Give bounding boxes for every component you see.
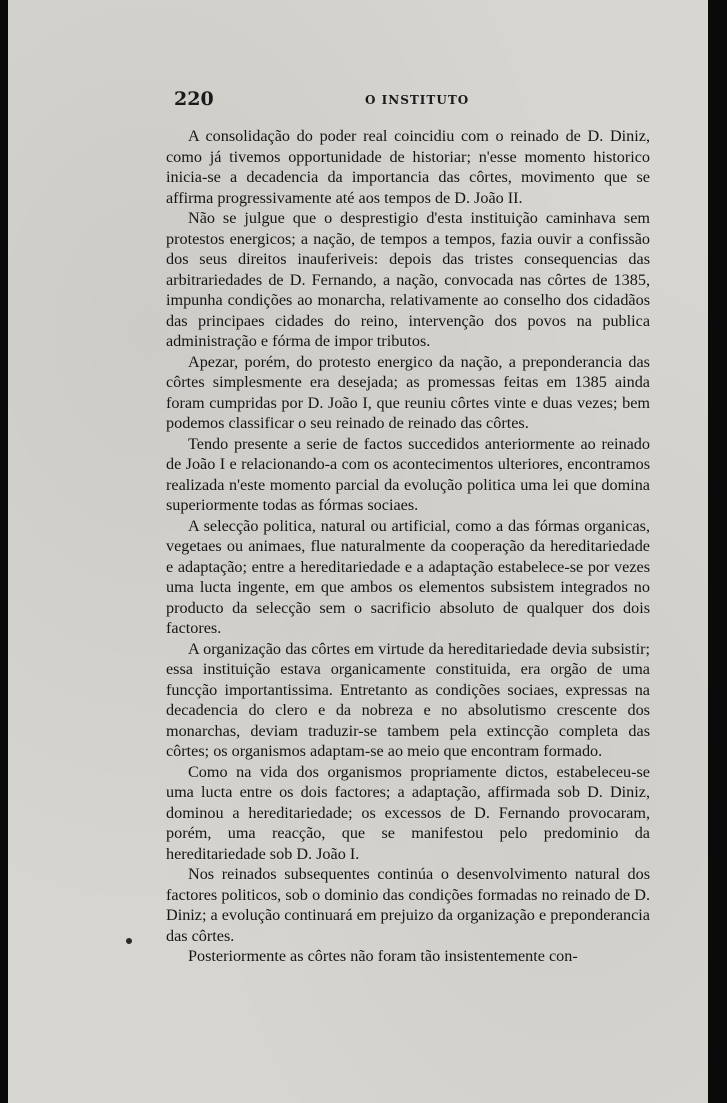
paragraph: Nos reinados subsequentes continúa o desenvolvimento natural dos factores politicos, sob o dominio das condições formadas no reinado de D. Diniz; a evolução continuará em prejuizo da organização e preponderancia das côrtes. — [166, 865, 650, 945]
paragraph: Apezar, porém, do protesto energico da nação, a preponderancia das côrtes simplesmente era desejada; as promessas feitas em 1385 ainda foram cumpridas por D. João I, que reuniu côrtes vinte e duas vezes; bem podemos classificar o seu reinado de reinado das côrtes. — [166, 352, 650, 432]
running-title: O INSTITUTO — [365, 93, 470, 107]
scan-border — [708, 0, 727, 1103]
paragraph: Não se julgue que o desprestigio d'esta instituição caminhava sem protestos energicos; a nação, de tempos a tempos, fazia ouvir a confissão dos seus direitos inauferiveis: depois das tristes consequencias das arbitrariedades de D. Fernando, a nação, convocada nas côrtes de 1385, impunha condições ao monarcha, relativamente ao conselho dos cidadãos das principaes cidades do reino, intervenção dos povos na publica administração e fórma de impor tributos. — [166, 209, 650, 350]
paragraph: Tendo presente a serie de factos succedidos anteriormente ao reinado de João I e relacionando-a com os acontecimentos ulteriores, encontramos realizada n'este momento parcial da evolução politica uma lei que domina superiormente todas as fórmas sociaes. — [166, 434, 650, 514]
paragraph: A organização das côrtes em virtude da hereditariedade devia subsistir; essa instituição estava organicamente constituida, era orgão de uma funcção importantissima. Entretanto as condições sociaes, expressas na decadencia do clero e da nobreza e no absolutismo crescente dos monarchas, deviam traduzir-se tambem pela extincção completa das côrtes; os organismos adaptam-se ao meio que encontram formado. — [166, 639, 650, 760]
book-page — [8, 0, 708, 1103]
paragraph: Posteriormente as côrtes não foram tão insistentemente con- — [188, 947, 578, 965]
page-header — [168, 88, 648, 112]
page-number: 220 — [174, 88, 214, 110]
paper-speck — [126, 938, 132, 944]
body-text — [166, 126, 650, 967]
paragraph: A consolidação do poder real coincidiu com o reinado de D. Diniz, como já tivemos opportunidade de historiar; n'esse momento historico inicia-se a decadencia da importancia das côrtes, movimento que se affirma progressivamente até aos tempos de D. João II. — [166, 127, 650, 207]
paragraph: Como na vida dos organismos propriamente dictos, estabeleceu-se uma lucta entre os dois factores; a adaptação, affirmada sob D. Diniz, dominou a hereditariedade; os excessos de D. Fernando provocaram, porém, uma reacção, que se manifestou pelo predominio da hereditariedade sob D. João I. — [166, 762, 650, 863]
paragraph: A selecção politica, natural ou artificial, como a das fórmas organicas, vegetaes ou animaes, flue naturalmente da cooperação da hereditariedade e adaptação; entre a hereditariedade e a adaptação estabelece-se por vezes uma lucta ingente, em que ambos os elementos subsistem integrados no producto da selecção sem o sacrificio absoluto de qualquer dos dois factores. — [166, 516, 650, 637]
